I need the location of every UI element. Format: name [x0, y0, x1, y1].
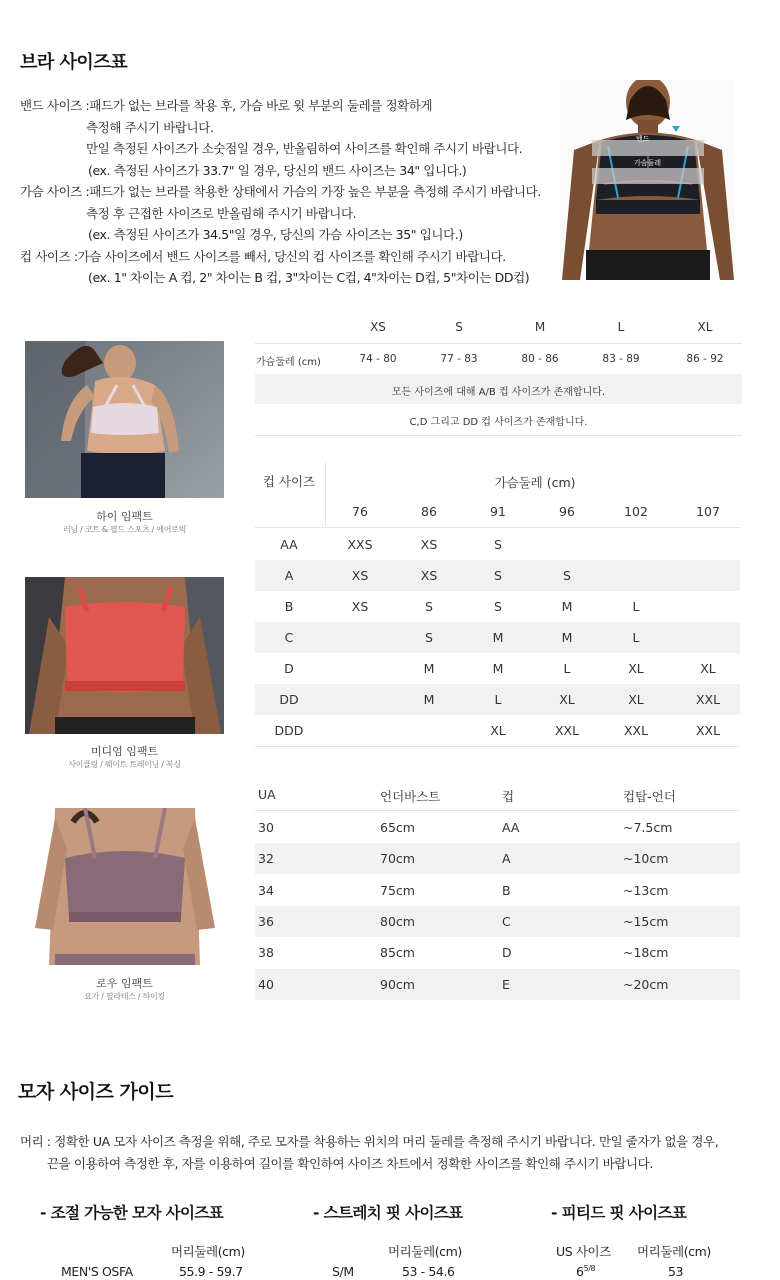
adjustable-row-value: 55.9 - 59.7 — [179, 1264, 243, 1279]
ua-table-cell: 32 — [258, 851, 274, 867]
ua-table-cell: ~15cm — [623, 913, 669, 929]
cup-table-cell: M — [423, 692, 435, 707]
adjustable-header: 머리둘레(cm) — [171, 1244, 245, 1259]
chest-xl: 86 - 92 — [686, 353, 724, 365]
cup-table-cell: XL — [628, 692, 644, 707]
cup-col-107: 107 — [696, 504, 720, 519]
ua-table-cell: ~7.5cm — [623, 820, 673, 835]
ua-table-cell: B — [502, 882, 511, 898]
ua-table-cell: 36 — [258, 913, 274, 929]
divider — [325, 462, 326, 526]
medium-impact-name: 미디엄 임팩트 — [90, 745, 159, 758]
cup-table-cell: XS — [351, 568, 369, 583]
cup-size-label: 컵 사이즈 : — [20, 248, 78, 264]
cup-col-86: 86 — [421, 504, 437, 519]
medium-impact-activities: 사이클링 / 웨이트 트레이닝 / 복싱 — [68, 760, 181, 769]
chest-s: 77 - 83 — [440, 353, 478, 365]
diagram-chest-label: 가슴둘레 — [634, 159, 662, 167]
cup-table-cell: S — [563, 568, 571, 583]
cup-table-cell: XL — [559, 692, 575, 707]
cup-table-cell: M — [561, 599, 573, 614]
chest-line-3: (ex. 측정된 사이즈가 34.5"일 경우, 당신의 가슴 사이즈는 35" 입니다.) — [88, 227, 463, 242]
ua-header-cup: 컵 — [502, 789, 515, 804]
ua-table-cell: 38 — [258, 945, 274, 961]
cup-table-cell: XS — [420, 568, 438, 583]
cup-line-2: (ex. 1" 차이는 A 컵, 2" 차이는 B 컵, 3"차이는 C컵, 4"차이는 D컵, 5"차이는 DD컵) — [88, 270, 530, 285]
divider — [255, 810, 740, 811]
cup-col-76: 76 — [352, 504, 368, 519]
ua-table-cell: C — [502, 913, 511, 929]
cup-table-cell: S — [494, 599, 502, 614]
band-line-2: 측정해 주시기 바랍니다. — [86, 119, 214, 135]
size-header-m: M — [534, 320, 546, 334]
cup-table-cell: L — [632, 599, 640, 614]
band-line-4: (ex. 측정된 사이즈가 33.7" 일 경우, 당신의 밴드 사이즈는 34" 입니다.) — [88, 162, 467, 178]
fitted-row-us-fraction: 5/8 — [583, 1264, 596, 1273]
chest-line-1: 패드가 없는 브라를 착용한 상태에서 가슴의 가장 높은 부분을 측정해 주시기 바랍니다. — [89, 184, 541, 199]
cup-table-cell: XXS — [347, 537, 373, 552]
cup-table-cell: S — [425, 599, 433, 614]
band-size-label: 밴드 사이즈 : — [20, 98, 90, 113]
divider — [255, 435, 742, 436]
fitted-us-header: US 사이즈 — [556, 1244, 611, 1259]
cup-table-cell: L — [563, 661, 571, 676]
cup-row-label: B — [284, 599, 294, 614]
cup-table-cell: XS — [420, 537, 438, 552]
cup-table-cell: M — [423, 661, 435, 676]
cup-table-cell: L — [632, 630, 640, 645]
cup-col-102: 102 — [624, 504, 648, 519]
ua-table-cell: ~13cm — [623, 882, 669, 898]
cup-table-cell: L — [494, 692, 502, 707]
size-header-xs: XS — [370, 320, 386, 334]
divider — [255, 527, 740, 528]
cup-row-label: AA — [280, 537, 298, 552]
fitted-head-header: 머리둘레(cm) — [637, 1244, 711, 1259]
cup-table-cell: XXL — [623, 723, 649, 738]
ua-header-underbust: 언더바스트 — [380, 789, 441, 804]
cup-row-label: DD — [279, 692, 299, 707]
cup-table-cell: M — [492, 661, 504, 676]
chest-size-label: 가슴 사이즈 : — [20, 184, 90, 199]
divider — [255, 746, 740, 747]
cup-table-cell: XS — [351, 599, 369, 614]
ua-table-cell: D — [502, 945, 512, 961]
size-header-s: S — [455, 320, 463, 334]
ua-table-cell: 30 — [258, 820, 274, 835]
cup-table-cell: S — [494, 568, 502, 583]
size-header-xl: XL — [697, 320, 713, 334]
ua-table-cell: ~20cm — [623, 976, 669, 992]
ua-table-cell: 70cm — [380, 851, 415, 867]
fitted-row-us-whole: 6 — [576, 1264, 584, 1280]
low-impact-name: 로우 임팩트 — [96, 977, 153, 990]
ua-table-cell: ~10cm — [623, 851, 669, 867]
bra-measure-instructions — [20, 95, 560, 289]
high-impact-photo — [25, 341, 224, 498]
high-impact-name: 하이 임팩트 — [96, 510, 153, 523]
stretch-row-value: 53 - 54.6 — [402, 1264, 455, 1279]
ua-table-cell: ~18cm — [623, 945, 669, 961]
chest-row-label: 가슴둘레 (cm) — [256, 357, 321, 368]
stretch-row-label: S/M — [332, 1264, 354, 1279]
adjustable-row-label: MEN'S OSFA — [61, 1264, 133, 1279]
bra-size-title: 브라 사이즈표 — [20, 52, 128, 73]
medium-impact-photo — [25, 577, 224, 734]
cup-col-91: 91 — [490, 504, 506, 519]
diagram-band-label: 밴드 — [636, 135, 650, 143]
hat-desc-line-1: 머리 : 정확한 UA 모자 사이즈 측정을 위해, 주로 모자를 착용하는 위치의 머리 둘레를 측정해 주시기 바랍니다. 만일 줄자가 없을 경우, — [20, 1134, 719, 1149]
ua-table-cell: E — [502, 976, 510, 992]
ua-table-cell: AA — [502, 820, 520, 835]
chest-l: 83 - 89 — [602, 353, 640, 365]
cup-table-cell: M — [561, 630, 573, 645]
cup-table-cell: S — [494, 537, 502, 552]
cup-table-cell: M — [492, 630, 504, 645]
low-impact-activities: 요가 / 필라테스 / 하이킹 — [84, 992, 165, 1001]
high-impact-activities: 러닝 / 코트 & 필드 스포츠 / 에어로빅 — [63, 525, 186, 534]
chest-m: 80 - 86 — [521, 353, 559, 365]
cup-note-ab: 모든 사이즈에 대해 A/B 컵 사이즈가 존재합니다. — [391, 387, 606, 398]
cup-table-cell: XL — [700, 661, 716, 676]
chest-xs: 74 - 80 — [359, 353, 397, 365]
cup-line-1: 가슴 사이즈에서 밴드 사이즈를 빼서, 당신의 컵 사이즈를 확인해 주시기 바랍니다. — [77, 248, 506, 264]
band-line-1: 패드가 없는 브라를 착용 후, 가슴 바로 윗 부분의 둘레를 정확하게 — [89, 98, 433, 113]
chest-line-2: 측정 후 근접한 사이즈로 반올림해 주시기 바랍니다. — [86, 205, 357, 221]
ua-table-cell: 85cm — [380, 945, 415, 961]
cup-row-label: A — [284, 568, 294, 583]
ua-table-cell: 65cm — [380, 820, 415, 835]
cup-table-cell: XXL — [554, 723, 580, 738]
cup-col-96: 96 — [559, 504, 575, 519]
band-line-3: 만일 측정된 사이즈가 소숫점일 경우, 반올림하여 사이즈를 확인해 주시기 바랍니다. — [86, 141, 523, 156]
size-header-l: L — [617, 320, 625, 334]
fitted-row-value: 53 — [668, 1264, 684, 1279]
hat-desc-line-2: 끈을 이용하여 측정한 후, 자를 이용하여 길이를 확인하여 사이즈 차트에서 정확한 사이즈를 확인해 주시기 바랍니다. — [47, 1156, 653, 1171]
cup-row-label: C — [284, 630, 294, 645]
measurement-diagram-photo — [560, 80, 735, 280]
ua-table-cell: 40 — [258, 976, 274, 992]
hat-size-title: 모자 사이즈 가이드 — [18, 1081, 174, 1103]
fitted-hat-title: - 피티드 핏 사이즈표 — [551, 1204, 687, 1222]
stretch-header: 머리둘레(cm) — [388, 1244, 462, 1259]
cup-table-cell: XXL — [695, 692, 721, 707]
stretch-hat-title: - 스트레치 핏 사이즈표 — [313, 1204, 463, 1222]
divider — [255, 343, 742, 344]
cup-row-label: D — [284, 661, 294, 676]
ua-header-ua: UA — [258, 787, 276, 802]
fitted-row-us — [576, 1264, 595, 1279]
ua-table-cell: 80cm — [380, 913, 415, 929]
ua-table-cell: 75cm — [380, 882, 415, 898]
ua-table-cell: A — [502, 851, 511, 867]
ua-header-cup-diff: 컵탑-언더 — [623, 789, 676, 804]
cup-table-cell: S — [425, 630, 433, 645]
cup-table-cell: XXL — [695, 723, 721, 738]
cup-table-corner: 컵 사이즈 — [262, 474, 316, 489]
low-impact-photo — [25, 808, 224, 965]
ua-table-cell: 90cm — [380, 976, 415, 992]
ua-table-cell: 34 — [258, 882, 274, 898]
cup-table-cell: XL — [490, 723, 506, 738]
cup-note-cd: C,D 그리고 DD 컵 사이즈가 존재합니다. — [409, 417, 588, 428]
cup-table-chest-header: 가슴둘레 (cm) — [494, 475, 576, 490]
adjustable-hat-title: - 조절 가능한 모자 사이즈표 — [40, 1204, 224, 1222]
cup-row-label: DDD — [274, 723, 304, 738]
cup-table-cell: XL — [628, 661, 644, 676]
